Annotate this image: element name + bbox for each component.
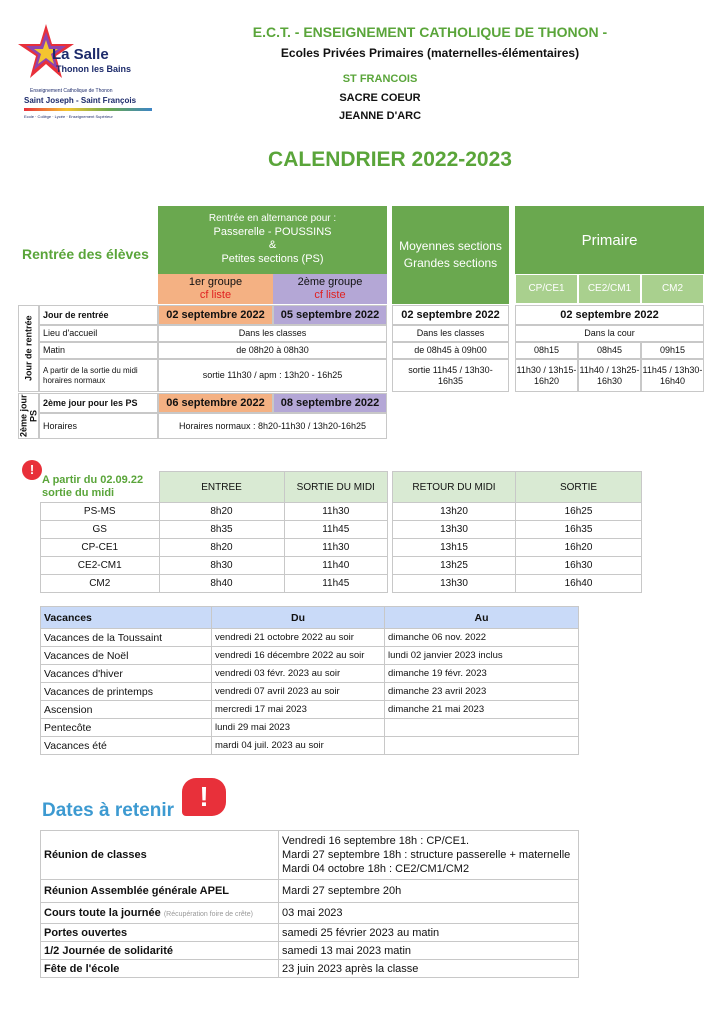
vacances-du: vendredi 21 octobre 2022 au soir xyxy=(212,629,385,647)
table-row xyxy=(393,575,642,593)
logo-name: La Salle xyxy=(52,46,109,63)
dates-value: Mardi 27 septembre 20h xyxy=(279,880,579,903)
horaires-title-line1: A partir du 02.09.22 xyxy=(42,474,144,486)
sortie-ce2: 11h40 / 13h25-16h30 xyxy=(578,359,641,392)
table-row xyxy=(41,521,388,539)
sortie-cell: 16h20 xyxy=(516,539,642,557)
jour-group1: 02 septembre 2022 xyxy=(158,305,273,325)
ps-header-line4: Petites sections (PS) xyxy=(221,253,324,266)
lieu-primaire: Dans la cour xyxy=(515,325,704,342)
table-row xyxy=(393,503,642,521)
table-row xyxy=(41,701,579,719)
retour-cell: 13h25 xyxy=(393,557,516,575)
reunion-line3: Mardi 04 octobre 18h : CE2/CM1/CM2 xyxy=(282,863,470,876)
retour-cell: 13h30 xyxy=(393,521,516,539)
group1-note: cf liste xyxy=(199,289,232,301)
alert-icon-large: ! xyxy=(182,778,226,816)
vacances-nom: Vacances été xyxy=(41,737,212,755)
logo xyxy=(16,20,156,124)
dates-title: Dates à retenir xyxy=(42,800,175,821)
sortie-midi-cell: 11h45 xyxy=(284,521,388,539)
table-row xyxy=(41,942,579,960)
j2-group1: 06 septembre 2022 xyxy=(158,393,273,413)
reunion-line1: Vendredi 16 septembre 18h : CP/CE1. xyxy=(282,834,470,847)
horaires-table-right xyxy=(392,471,642,593)
col-sortie-midi: SORTIE DU MIDI xyxy=(284,472,388,503)
table-row xyxy=(393,539,642,557)
classe-cell: CE2-CM1 xyxy=(41,557,160,575)
horaires-corner xyxy=(41,472,160,503)
group2-header xyxy=(273,274,387,304)
sortie-midi-cell: 11h30 xyxy=(284,503,388,521)
horaires-ps: Horaires normaux : 8h20-11h30 / 13h20-16h25 xyxy=(158,413,387,439)
logo-line1: Enseignement Catholique de Thonon xyxy=(30,88,113,94)
sortie-cp: 11h30 / 13h15-16h20 xyxy=(515,359,578,392)
dates-label: Réunion Assemblée générale APEL xyxy=(41,880,279,903)
vacances-au xyxy=(385,719,579,737)
vacances-du: vendredi 07 avril 2023 au soir xyxy=(212,683,385,701)
vertical-label-jour-rentree: Jour de rentrée xyxy=(18,305,39,392)
group2-note: cf liste xyxy=(314,289,346,301)
col-vacances: Vacances xyxy=(41,607,212,629)
vertical-label-2eme-jour: 2ème jour PS xyxy=(18,394,39,438)
row-label-horaires: Horaires xyxy=(39,413,158,439)
retour-cell: 13h30 xyxy=(393,575,516,593)
vacances-du: vendredi 03 févr. 2023 au soir xyxy=(212,665,385,683)
vacances-au xyxy=(385,737,579,755)
retour-cell: 13h15 xyxy=(393,539,516,557)
vacances-au: lundi 02 janvier 2023 inclus xyxy=(385,647,579,665)
table-row xyxy=(41,629,579,647)
cours-label: Cours toute la journée xyxy=(44,907,161,919)
matin-ce2: 08h45 xyxy=(578,342,641,359)
group2-label: 2ème groupe xyxy=(297,276,363,289)
classe-cell: CP-CE1 xyxy=(41,539,160,557)
cours-note: (Récupération foire de crête) xyxy=(163,911,253,918)
table-row xyxy=(41,539,388,557)
classe-cell: PS-MS xyxy=(41,503,160,521)
vacances-nom: Pentecôte xyxy=(41,719,212,737)
dates-label xyxy=(41,903,279,924)
vacances-nom: Vacances de Noël xyxy=(41,647,212,665)
table-row xyxy=(41,665,579,683)
table-row xyxy=(41,880,579,903)
col-sortie: SORTIE xyxy=(516,472,642,503)
vacances-au: dimanche 23 avril 2023 xyxy=(385,683,579,701)
header-subtitle: Ecoles Privées Primaires (maternelles-élémentaires) xyxy=(280,46,580,60)
matin-cp: 08h15 xyxy=(515,342,578,359)
dates-label: Fête de l'école xyxy=(41,960,279,978)
entree-cell: 8h20 xyxy=(159,503,284,521)
primaire-header-box: Primaire xyxy=(515,206,704,274)
classe-cell: CM2 xyxy=(41,575,160,593)
matin-cm2: 09h15 xyxy=(641,342,704,359)
table-row xyxy=(41,683,579,701)
jour-primaire: 02 septembre 2022 xyxy=(515,305,704,325)
vacances-au: dimanche 21 mai 2023 xyxy=(385,701,579,719)
classe-cell: GS xyxy=(41,521,160,539)
vacances-nom: Vacances de printemps xyxy=(41,683,212,701)
entree-cell: 8h35 xyxy=(159,521,284,539)
reunion-line2: Mardi 27 septembre 18h : structure passerelle + maternelle xyxy=(282,848,571,861)
sortie-midi-cell: 11h40 xyxy=(284,557,388,575)
sortie-cell: 16h40 xyxy=(516,575,642,593)
rentree-title: Rentrée des élèves xyxy=(22,246,149,262)
school-st-francois: ST FRANCOIS xyxy=(342,73,418,85)
lieu-ms: Dans les classes xyxy=(392,325,509,342)
row-label-sortie: A partir de la sortie du midi horaires normaux xyxy=(39,359,158,392)
dates-value: samedi 25 février 2023 au matin xyxy=(279,924,579,942)
entree-cell: 8h30 xyxy=(159,557,284,575)
table-row xyxy=(41,575,388,593)
sortie-cm2: 11h45 / 13h30-16h40 xyxy=(641,359,704,392)
table-row xyxy=(41,557,388,575)
vacances-table xyxy=(40,606,579,755)
table-row xyxy=(41,503,388,521)
logo-bar xyxy=(24,108,152,111)
dates-label: Réunion de classes xyxy=(41,831,279,880)
ps-header-line2: Passerelle - POUSSINS xyxy=(213,225,332,238)
lieu-ps: Dans les classes xyxy=(158,325,387,342)
row-label-jour: Jour de rentrée xyxy=(39,305,158,325)
table-row xyxy=(41,719,579,737)
group1-label: 1er groupe xyxy=(188,276,243,289)
table-row xyxy=(41,960,579,978)
matin-ps: de 08h20 à 08h30 xyxy=(158,342,387,359)
ms-header-line1: Moyennes sections xyxy=(399,239,502,254)
vacances-du: vendredi 16 décembre 2022 au soir xyxy=(212,647,385,665)
vacances-au: dimanche 06 nov. 2022 xyxy=(385,629,579,647)
jour-ms: 02 septembre 2022 xyxy=(392,305,509,325)
header-title: E.C.T. - ENSEIGNEMENT CATHOLIQUE DE THONON - xyxy=(252,24,608,40)
vacances-nom: Ascension xyxy=(41,701,212,719)
entree-cell: 8h20 xyxy=(159,539,284,557)
logo-line3: Ecole · Collège · Lycée · Enseignement Supérieur xyxy=(24,114,113,119)
ms-header-line2: Grandes sections xyxy=(403,256,498,270)
dates-value: 03 mai 2023 xyxy=(279,903,579,924)
sortie-cell: 16h25 xyxy=(516,503,642,521)
sortie-cell: 16h30 xyxy=(516,557,642,575)
ps-header-line3: & xyxy=(268,239,277,252)
logo-line2: Saint Joseph - Saint François xyxy=(24,96,137,105)
logo-city: Thonon les Bains xyxy=(56,64,132,74)
vacances-du: mardi 04 juil. 2023 au soir xyxy=(212,737,385,755)
table-row xyxy=(41,924,579,942)
school-jeanne-darc: JEANNE D'ARC xyxy=(338,110,422,122)
alert-icon-small: ! xyxy=(22,460,42,480)
ps-header-box xyxy=(158,206,387,274)
horaires-title-line2: sortie du midi xyxy=(42,487,115,500)
table-row xyxy=(41,647,579,665)
dates-table xyxy=(40,830,579,978)
vacances-au: dimanche 19 févr. 2023 xyxy=(385,665,579,683)
ps-header-line1: Rentrée en alternance pour : xyxy=(208,213,337,225)
vacances-nom: Vacances de la Toussaint xyxy=(41,629,212,647)
table-row xyxy=(41,903,579,924)
dates-label: 1/2 Journée de solidarité xyxy=(41,942,279,960)
vacances-du: lundi 29 mai 2023 xyxy=(212,719,385,737)
row-label-2eme-jour: 2ème jour pour les PS xyxy=(39,393,158,413)
vacances-nom: Vacances d'hiver xyxy=(41,665,212,683)
col-retour-midi: RETOUR DU MIDI xyxy=(393,472,516,503)
dates-value: 23 juin 2023 après la classe xyxy=(279,960,579,978)
sortie-ms: sortie 11h45 / 13h30-16h35 xyxy=(392,359,509,392)
j2-group2: 08 septembre 2022 xyxy=(273,393,387,413)
row-label-lieu: Lieu d'accueil xyxy=(39,325,158,342)
row-label-matin: Matin xyxy=(39,342,158,359)
table-row xyxy=(41,737,579,755)
matin-ms: de 08h45 à 09h00 xyxy=(392,342,509,359)
table-row xyxy=(393,521,642,539)
cm2-header: CM2 xyxy=(641,274,704,304)
sortie-midi-cell: 11h45 xyxy=(284,575,388,593)
sortie-cell: 16h35 xyxy=(516,521,642,539)
ms-gs-header-box xyxy=(392,206,509,304)
entree-cell: 8h40 xyxy=(159,575,284,593)
dates-label: Portes ouvertes xyxy=(41,924,279,942)
ce2-cm1-header: CE2/CM1 xyxy=(578,274,641,304)
table-row xyxy=(41,831,579,880)
horaires-table-left xyxy=(40,471,388,593)
vacances-du: mercredi 17 mai 2023 xyxy=(212,701,385,719)
dates-value xyxy=(279,831,579,880)
sortie-midi-cell: 11h30 xyxy=(284,539,388,557)
sortie-ps: sortie 11h30 / apm : 13h20 - 16h25 xyxy=(158,359,387,392)
table-row xyxy=(393,557,642,575)
school-sacre-coeur: SACRE COEUR xyxy=(339,92,421,104)
dates-value: samedi 13 mai 2023 matin xyxy=(279,942,579,960)
jour-group2: 05 septembre 2022 xyxy=(273,305,387,325)
cp-ce1-header: CP/CE1 xyxy=(515,274,578,304)
col-au: Au xyxy=(385,607,579,629)
col-entree: ENTREE xyxy=(159,472,284,503)
page-title: CALENDRIER 2022-2023 xyxy=(268,148,512,171)
col-du: Du xyxy=(212,607,385,629)
group1-header xyxy=(158,274,273,304)
retour-cell: 13h20 xyxy=(393,503,516,521)
